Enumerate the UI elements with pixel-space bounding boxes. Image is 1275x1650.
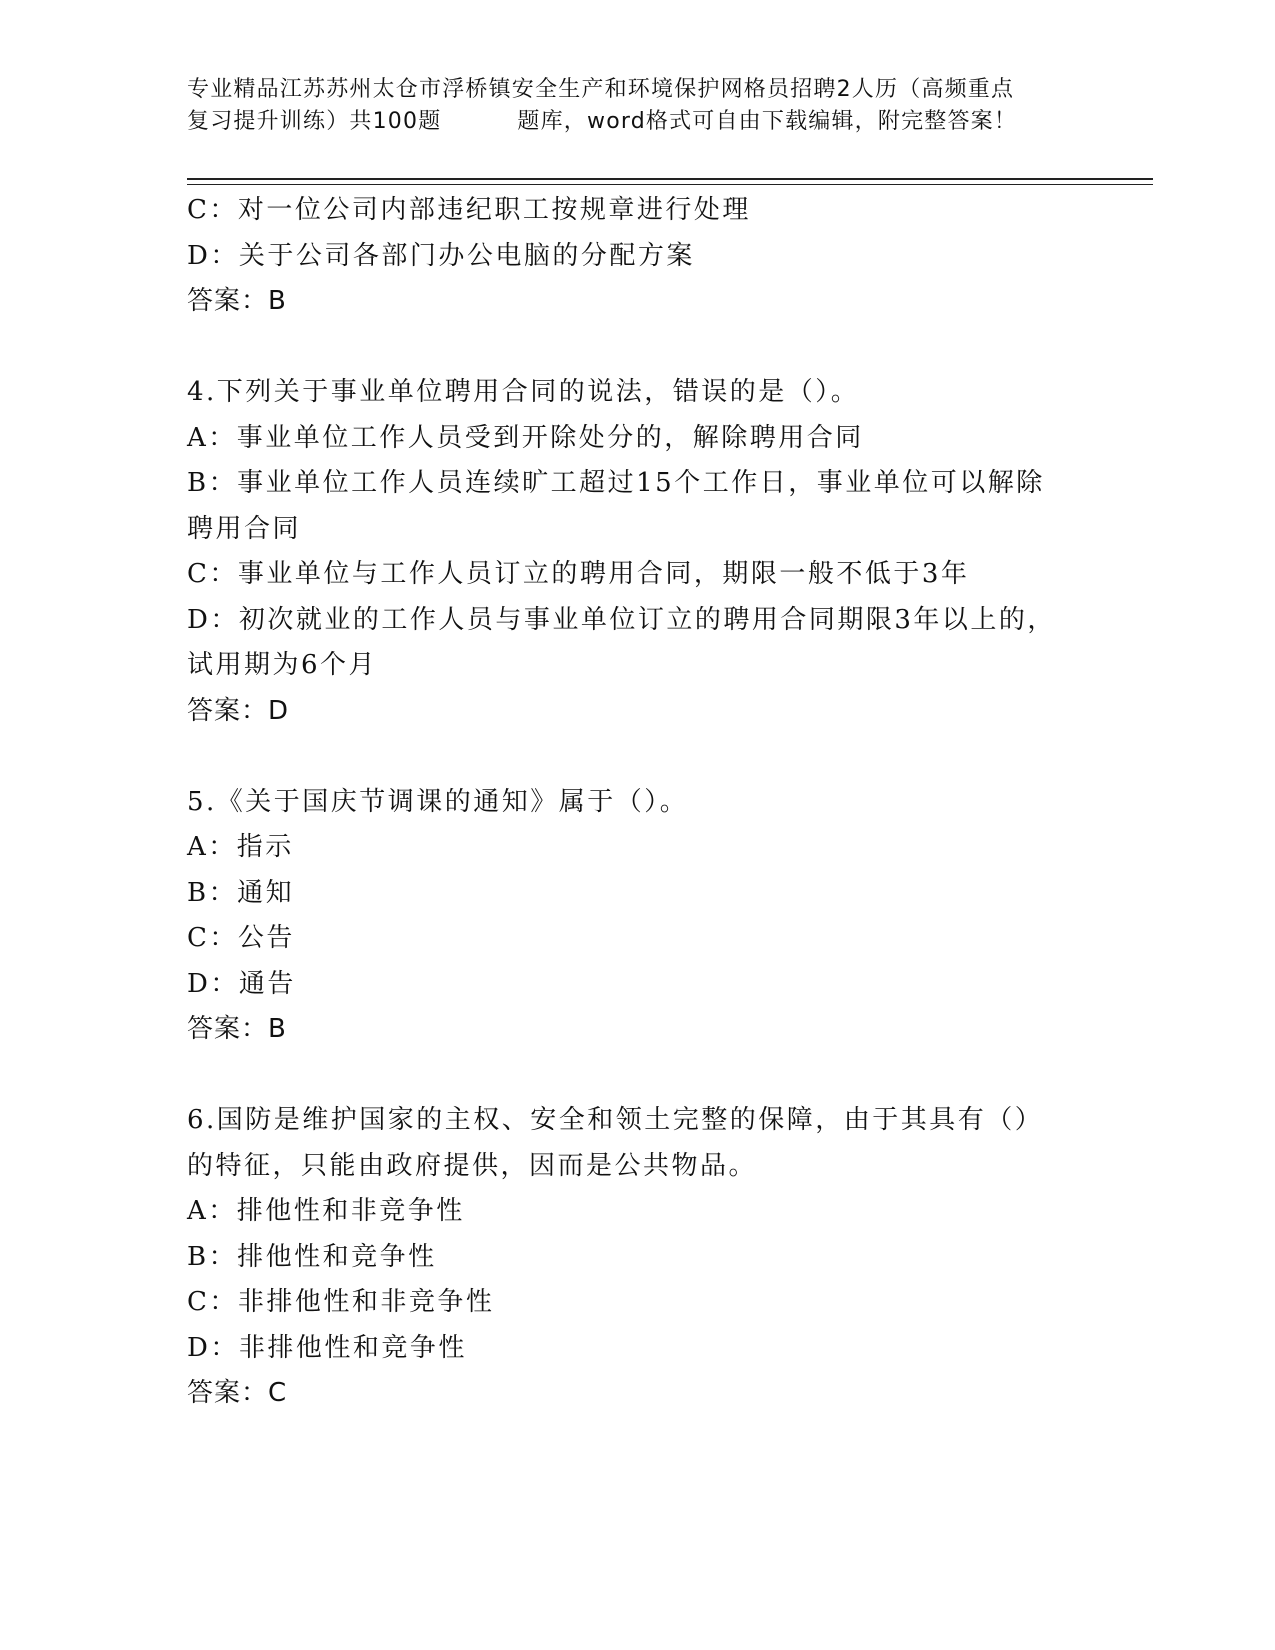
spacer (187, 325, 1067, 371)
answer-line: 答案：C (187, 1378, 288, 1408)
header-divider-thick (187, 178, 1153, 180)
option-d: D：非排他性和竞争性 (187, 1332, 467, 1363)
option-d: D：初次就业的工作人员与事业单位订立的聘用合同期限3年以上的， (187, 604, 1056, 635)
header-title-line-2-part-2: 题库，word格式可自由下载编辑，附完整答案！ (517, 109, 1018, 134)
question-text-continued: 的特征，只能由政府提供，因而是公共物品。 (187, 1150, 758, 1181)
option-c: C：非排他性和非竞争性 (187, 1287, 495, 1317)
option-a: A：指示 (187, 832, 294, 862)
option-b-continued: 聘用合同 (187, 513, 302, 544)
document-header (187, 74, 1087, 138)
option-a: A：事业单位工作人员受到开除处分的，解除聘用合同 (187, 422, 864, 453)
header-title-line-2-part-1: 复习提升训练）共100题 (187, 109, 442, 134)
option-a: A：排他性和非竞争性 (187, 1196, 465, 1226)
option-c: C：公告 (187, 923, 295, 953)
question-text: 6.国防是维护国家的主权、安全和领土完整的保障，由于其具有（） (187, 1105, 1044, 1135)
question-block-6 (187, 1098, 1067, 1417)
option-b: B：事业单位工作人员连续旷工超过15个工作日，事业单位可以解除 (187, 468, 1045, 498)
answer-line: 答案：B (187, 1014, 287, 1044)
option-d: D：通告 (187, 968, 296, 999)
option-d: D：关于公司各部门办公电脑的分配方案 (187, 240, 695, 271)
option-b: B：排他性和竞争性 (187, 1241, 437, 1272)
question-block-5 (187, 780, 1067, 1053)
document-body (187, 188, 1067, 1417)
option-b: B：通知 (187, 877, 295, 908)
header-title-line-1: 专业精品江苏苏州太仓市浮桥镇安全生产和环境保护网格员招聘2人历（高频重点 (187, 77, 1015, 102)
question-text: 5.《关于国庆节调课的通知》属于（）。 (187, 786, 689, 817)
header-title-line-2 (187, 106, 1087, 138)
question-block-4 (187, 370, 1067, 734)
option-c: C：事业单位与工作人员订立的聘用合同，期限一般不低于3年 (187, 559, 970, 589)
spacer (187, 1053, 1067, 1099)
question-text: 4.下列关于事业单位聘用合同的说法，错误的是（）。 (187, 377, 860, 407)
header-divider-thin (187, 184, 1153, 185)
option-d-continued: 试用期为6个月 (187, 650, 378, 680)
spacer (187, 734, 1067, 780)
answer-line: 答案：D (187, 695, 290, 726)
option-c: C：对一位公司内部违纪职工按规章进行处理 (187, 195, 751, 225)
question-block-continued (187, 188, 1067, 325)
answer-line: 答案：B (187, 286, 287, 316)
